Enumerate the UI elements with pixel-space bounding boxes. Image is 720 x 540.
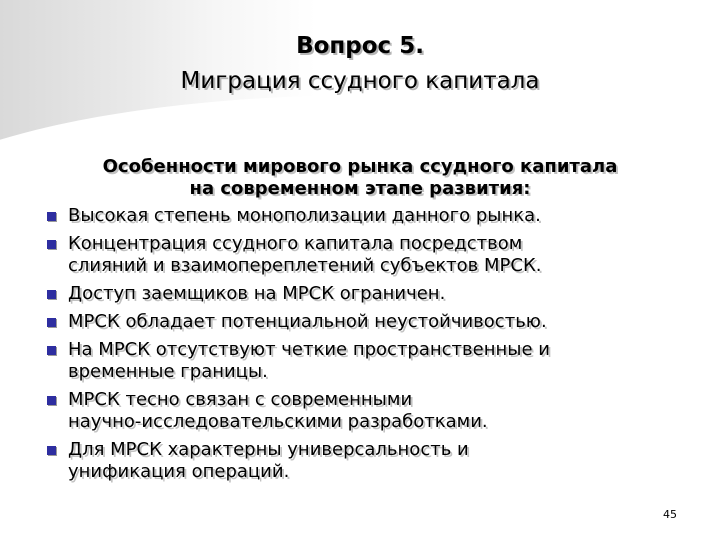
bullet-item: [46, 233, 696, 277]
slide-title: Вопрос 5.: [296, 33, 424, 59]
square-bullet-icon: [47, 240, 56, 249]
section-heading-line-2: на современном этапе развития:: [189, 178, 531, 199]
bullet-text-line: МРСК тесно связан с современными: [68, 389, 413, 410]
bullet-text-line: Концентрация ссудного капитала посредством: [68, 233, 523, 254]
bullet-text-line: Для МРСК характерны универсальность и: [68, 439, 469, 460]
square-bullet-icon: [47, 396, 56, 405]
bullet-text-line: Высокая степень монополизации данного рынка.: [68, 205, 541, 226]
square-bullet-icon: [47, 290, 56, 299]
square-bullet-icon: [47, 446, 56, 455]
bullet-item: [46, 205, 696, 227]
bullet-item: [46, 283, 696, 305]
page-number: 45: [663, 508, 677, 521]
section-heading: [40, 156, 680, 200]
slide-subtitle: Миграция ссудного капитала: [180, 68, 540, 94]
bullet-item: [46, 339, 696, 383]
bullet-text-line: МРСК обладает потенциальной неустойчивостью.: [68, 311, 547, 332]
square-bullet-icon: [47, 212, 56, 221]
bullet-item: [46, 439, 696, 483]
bullet-text-line: слияний и взаимопереплетений субъектов МРСК.: [68, 255, 542, 276]
bullet-text-line: Доступ заемщиков на МРСК ограничен.: [68, 283, 446, 304]
bullet-item: [46, 389, 696, 433]
section-heading-line-1: Особенности мирового рынка ссудного капитала: [102, 156, 618, 177]
bullet-text-line: На МРСК отсутствуют четкие пространственные и: [68, 339, 550, 360]
square-bullet-icon: [47, 318, 56, 327]
bullet-text-line: унификация операций.: [68, 461, 290, 482]
bullet-text-line: временные границы.: [68, 361, 268, 382]
square-bullet-icon: [47, 346, 56, 355]
bullet-text-line: научно-исследовательскими разработками.: [68, 411, 488, 432]
bullet-list: [46, 205, 696, 489]
bullet-item: [46, 311, 696, 333]
